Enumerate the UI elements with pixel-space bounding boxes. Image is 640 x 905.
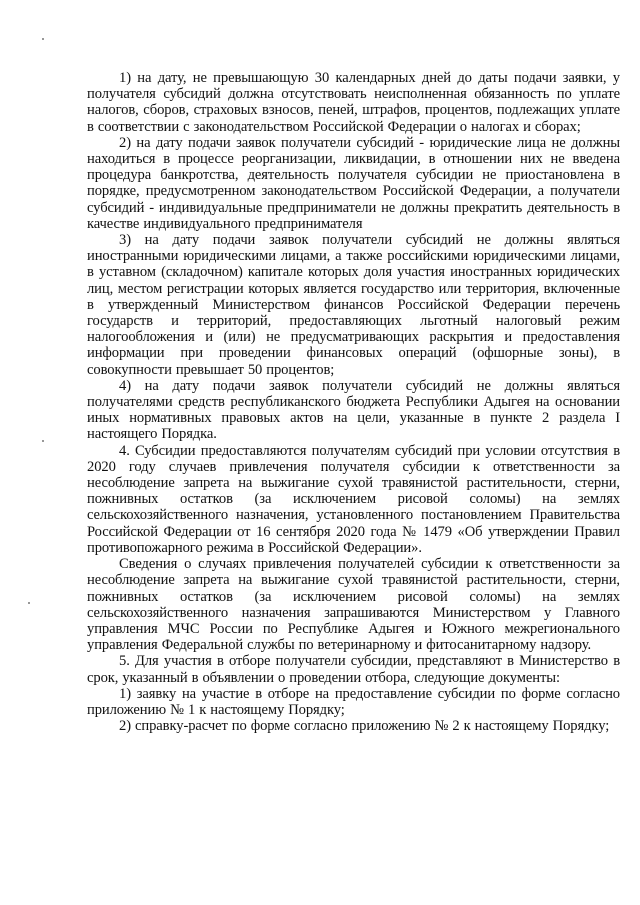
scan-speck (28, 602, 30, 604)
scan-speck (42, 38, 44, 40)
paragraph-clause-4: 4. Субсидии предоставляются получателям субсидий при условии отсутствия в 2020 году случаев привлечения получателя субсидии к ответственности за несоблюдение запрета на выжигание сухой травянистой растительности, стерни, пожнивных остатков (за исключением рисовой соломы) на землях сельскохозяйственного назначения, установленного постановлением Правительства Российской Федерации от 16 сентября 2020 года № 1479 «Об утверждении Правил противопожарного режима в Российской Федерации». (87, 442, 620, 556)
paragraph-item-2: 2) на дату подачи заявок получатели субсидий - юридические лица не должны находиться в процессе реорганизации, ликвидации, в отношении них не введена процедура банкротства, деятельность получателя субсидии не приостановлена в порядке, предусмотренном законодательством Российской Федерации, а получатели субсидий - индивидуальные предприниматели не должны прекратить деятельность в качестве индивидуального предпринимателя (87, 134, 620, 232)
paragraph-document-2: 2) справку-расчет по форме согласно приложению № 2 к настоящему Порядку; (119, 718, 610, 735)
paragraph-clause-5: 5. Для участия в отборе получатели субсидии, представляют в Министерство в срок, указанный в объявлении о проведении отбора, следующие документы: (87, 653, 620, 686)
paragraph-item-4: 4) на дату подачи заявок получатели субсидий не должны являться получателями средств республиканского бюджета Республики Адыгея на основании иных нормативных правовых актов на цели, указанные в пункте 2 раздела I настоящего Порядка. (87, 377, 620, 443)
paragraph-document-1: 1) заявку на участие в отборе на предоставление субсидии по форме согласно приложению № 1 к настоящему Порядку; (87, 685, 620, 718)
paragraph-violation-info: Сведения о случаях привлечения получателей субсидии к ответственности за несоблюдение запрета на выжигание сухой травянистой растительности, стерни, пожнивных остатков (за исключением рисовой соломы) на землях сельскохозяйственного назначения запрашиваются Министерством у Главного управления МЧС России по Республике Адыгея и Южного межрегионального управления Федеральной службы по ветеринарному и фитосанитарному надзору. (87, 556, 620, 654)
document-page (87, 70, 620, 734)
scan-speck (42, 440, 44, 442)
paragraph-item-3: 3) на дату подачи заявок получатели субсидий не должны являться иностранными юридическими лицами, а также российскими юридическими лицами, в уставном (складочном) капитале которых доля участия иностранных юридических лиц, местом регистрации которых является государство или территория, включенные в утвержденный Министерством финансов Российской Федерации перечень государств и территорий, предоставляющих льготный налоговый режим налогообложения и (или) не предусматривающих раскрытия и предоставления информации при проведении финансовых операций (офшорные зоны), в совокупности превышает 50 процентов; (87, 232, 620, 378)
paragraph-item-1: 1) на дату, не превышающую 30 календарных дней до даты подачи заявки, у получателя субсидий должна отсутствовать неисполненная обязанность по уплате налогов, сборов, страховых взносов, пеней, штрафов, процентов, подлежащих уплате в соответствии с законодательством Российской Федерации о налогах и сборах; (87, 70, 620, 135)
